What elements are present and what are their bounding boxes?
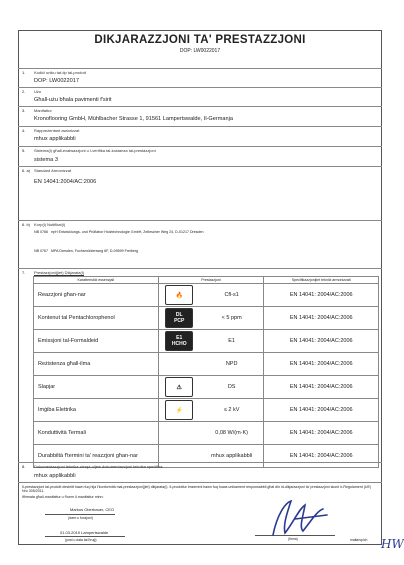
section-number: 6. a) [22, 168, 31, 173]
table-row [34, 353, 379, 376]
section-number: 5. [22, 148, 26, 153]
spec-cell: EN 14041: 2004/AC:2006 [264, 376, 379, 399]
icon-cell [158, 353, 200, 376]
section-7 [18, 268, 382, 276]
performance-cell: mhux applikabbli [200, 445, 264, 468]
icon-label: HCHO [171, 341, 187, 347]
section-8 [18, 462, 382, 482]
section-value: Kronoflooring GmbH, Mühlbacher Strasse 1, 91561 Lampertswalde, Il-Germanja [34, 116, 233, 122]
icon-cell [158, 307, 200, 330]
notified-body-2: NB 0767 MPA Dresden, Fuchsmühlenweg 6F, D-09599 Freiberg [34, 249, 139, 253]
section-6a [18, 166, 382, 186]
section-number: 6. b) [22, 222, 31, 227]
section-value: Għall-użu bħala pavimenti f'sirit [34, 97, 112, 103]
place-date: 01.03.2019 Lampertswalde [60, 530, 109, 535]
signer-name: Markus Oberbauer, CEO [70, 507, 115, 512]
spec-cell: EN 14041: 2004/AC:2006 [264, 307, 379, 330]
section-number: 3. [22, 108, 26, 113]
signature-caption: (firma) [288, 537, 298, 541]
notified-body-1: NB 0766 epH Entwicklungs- und Prüflabor Holztechnologie GmbH, Zellescher Weg 24, D-01217 Dresden [34, 230, 204, 234]
section-number: 2. [22, 89, 26, 94]
section-1 [18, 68, 382, 87]
place-caption: (post u data tal-ħruġ) [65, 538, 97, 542]
document-title: DIKJARAZZJONI TA' PRESTAZZJONI [94, 34, 306, 46]
performance-cell: Cfl-s1 [200, 284, 264, 307]
spec-cell: EN 14041: 2004/AC:2006 [264, 445, 379, 468]
characteristic-cell: Kontenut tal Pentachlorophenol [34, 307, 159, 330]
declaration-text: Il-prestazzjoni tal-prodott deskritt hawn fuq hija f'konformità mal-prestazzjoni(jiet) dikjarata(i). Il-produttur imsemmi hawn fuq huwa unikament responsabbli għal din id-dikjarazzjoni ta' prestazzjoni skont ir-Regolament (UE) Nru 305/2011. [22, 485, 372, 494]
table-row [34, 376, 379, 399]
section-5 [18, 146, 382, 166]
icon-cell [158, 330, 200, 353]
signer-caption: (isem u funzjoni) [68, 516, 93, 520]
section-number: 1. [22, 70, 26, 75]
spec-cell: EN 14041: 2004/AC:2006 [264, 330, 379, 353]
spec-cell: EN 14041: 2004/AC:2006 [264, 422, 379, 445]
electric-icon: ⚡ [165, 400, 193, 420]
place-line [45, 536, 125, 537]
section-header: Prestazzjoni(jiet) Dikjarata(i) [34, 270, 85, 275]
performance-table [33, 276, 379, 468]
icon-cell [158, 422, 200, 445]
e1-hcho-icon [165, 331, 193, 351]
section-header: Standard Armonizzat [34, 168, 72, 173]
table-row [34, 284, 379, 307]
section-number: 4. [22, 128, 26, 133]
fire-icon: 🔥 [165, 285, 193, 305]
characteristic-cell: Konduttività Termali [34, 422, 159, 445]
spec-cell: EN 14041: 2004/AC:2006 [264, 284, 379, 307]
spec-cell: EN 14041: 2004/AC:2006 [264, 399, 379, 422]
performance-cell: DS [200, 376, 264, 399]
section-value: EN 14041:2004/AC:2006 [34, 179, 97, 185]
characteristic-cell: Slapjar [34, 376, 159, 399]
characteristic-cell: Reżistenza għall-ilma [34, 353, 159, 376]
table-row [34, 330, 379, 353]
icon-cell [158, 399, 200, 422]
section-value: sistema 3 [34, 157, 58, 163]
slip-icon: ⚠ [165, 377, 193, 397]
table-row [34, 307, 379, 330]
section-3 [18, 106, 382, 126]
section-header: Sistema(i) għall-evalwazzjoni u l-verifika tal-kostanza tal-prestazzjoni [34, 148, 156, 153]
characteristic-cell: Imġiba Elettrika [34, 399, 159, 422]
spec-cell: EN 14041: 2004/AC:2006 [264, 353, 379, 376]
section-header: Manifattur [34, 108, 52, 113]
characteristic-cell: Emissjoni tal-Formaldeid [34, 330, 159, 353]
handwritten-signature [265, 495, 345, 540]
icon-cell [158, 284, 200, 307]
performance-cell: < 5 ppm [200, 307, 264, 330]
icon-label: DL [175, 312, 183, 318]
section-4 [18, 126, 382, 146]
section-header: Rappreżentant awtorizzat [34, 128, 80, 133]
section-2 [18, 87, 382, 106]
column-header: Karatteristiċi essenzjali [34, 277, 159, 284]
performance-cell: NPD [200, 353, 264, 376]
column-header: Speċifikazzjonijiet tekniċi armonizzati [264, 277, 379, 284]
signed-for-text: Iffirmata għall-manifattur u f'isem il-manifattur minn: [22, 495, 104, 499]
performance-cell: ≤ 2 kV [200, 399, 264, 422]
footer-code: malta/sp/ch [350, 538, 368, 542]
characteristic-cell: Reazzjoni għan-nar [34, 284, 159, 307]
dl-pcp-icon [165, 308, 193, 328]
section-6b [18, 220, 382, 268]
performance-cell: E1 [200, 330, 264, 353]
section-header: Dokumentazzjoni teknika xierqa u/jew dokumentazzjoni teknika speċifika [34, 464, 163, 469]
section-header: Kodići uniku tat-tip tal-prodott [34, 70, 86, 75]
section-value: mhux applikabbli [34, 473, 76, 479]
section-value: mhux applikabbli [34, 136, 76, 142]
signer-line [45, 514, 115, 515]
icon-label: PCP [174, 318, 185, 324]
table-row [34, 422, 379, 445]
section-number: 7. [22, 270, 26, 275]
characteristic-cell: Durabbiltà f'termini ta' reazzjoni għan-nar [34, 445, 159, 468]
section-header: Użu [34, 89, 42, 94]
section-number: 8. [22, 464, 26, 469]
column-header: Prestazzjoni [158, 277, 264, 284]
section-header: Korp(i) Notifikat(i) [34, 222, 66, 227]
section-value: DOP: LW0022017 [34, 78, 79, 84]
dop-number: DOP: LW0022017 [179, 48, 221, 54]
icon-label: E1 [176, 335, 183, 341]
table-row [34, 399, 379, 422]
icon-cell [158, 376, 200, 399]
margin-initials: HW [381, 537, 404, 551]
performance-cell: 0,08 W/(m·K) [200, 422, 264, 445]
